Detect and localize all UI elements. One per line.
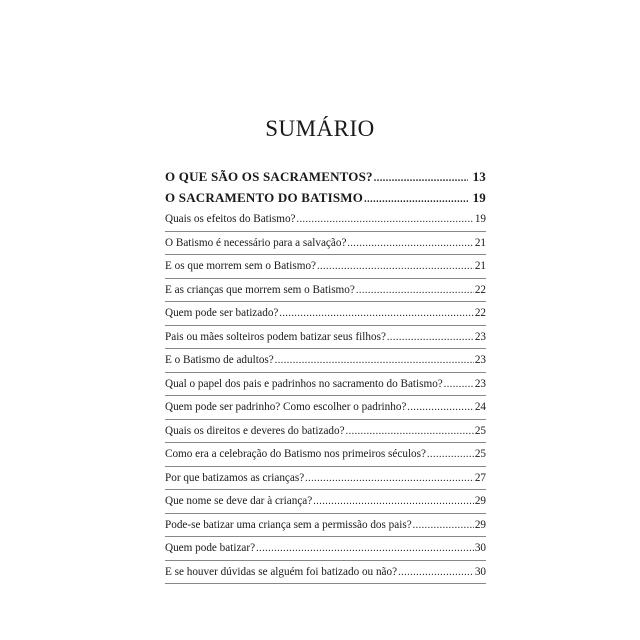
toc-entry-page: 29 — [474, 518, 486, 531]
dot-leader — [313, 496, 474, 507]
toc-entry-text: Qual o papel dos pais e padrinhos no sacramento do Batismo? — [165, 377, 443, 390]
dot-leader — [346, 426, 474, 437]
dot-leader — [256, 543, 474, 554]
toc-entry-text: O SACRAMENTO DO BATISMO — [165, 190, 364, 205]
toc-entry-text: Por que batizamos as crianças? — [165, 471, 305, 484]
toc-entry-text: E os que morrem sem o Batismo? — [165, 260, 317, 272]
toc-entry[interactable] — [165, 373, 486, 397]
dot-leader — [364, 194, 468, 205]
toc-entry-page: 30 — [474, 565, 486, 578]
toc-entry-page: 29 — [474, 495, 486, 507]
toc-entry-text: E o Batismo de adultos? — [165, 354, 274, 366]
toc-entry-page: 21 — [474, 260, 486, 272]
toc-entry-text: Quem pode batizar? — [165, 542, 256, 554]
toc-entry[interactable] — [165, 443, 486, 467]
toc-entry-text: Quais os efeitos do Batismo? — [165, 213, 296, 225]
dot-leader — [413, 520, 474, 531]
toc-entry-page: 25 — [474, 448, 486, 460]
toc-entry-text: E as crianças que morrem sem o Batismo? — [165, 283, 355, 296]
toc-entry-page: 23 — [474, 330, 486, 343]
toc-entry-page: 19 — [472, 190, 486, 205]
toc-entry-page: 13 — [472, 169, 486, 184]
toc-entry[interactable] — [165, 208, 486, 232]
toc-entry-text: E se houver dúvidas se alguém foi batizado ou não? — [165, 565, 398, 578]
toc-entry[interactable] — [165, 537, 486, 561]
toc-entry-text: Que nome se deve dar à criança? — [165, 495, 313, 507]
toc-entry-page: 23 — [474, 354, 486, 366]
toc-entry[interactable] — [165, 514, 486, 538]
toc-entry-page: 22 — [474, 283, 486, 296]
toc-entry-text: Quem pode ser batizado? — [165, 307, 279, 319]
toc-entry[interactable] — [165, 349, 486, 373]
toc-entry-text: Quais os direitos e deveres do batizado? — [165, 424, 345, 437]
toc-entry-page: 27 — [474, 471, 486, 484]
dot-leader — [398, 567, 474, 578]
dot-leader — [427, 449, 474, 460]
dot-leader — [279, 308, 473, 319]
toc-entry[interactable] — [165, 166, 486, 187]
toc-entry-text: Pode-se batizar uma criança sem a permissão dos pais? — [165, 518, 412, 531]
toc-entry-text: Quem pode ser padrinho? Como escolher o padrinho? — [165, 401, 407, 413]
page-title: SUMÁRIO — [265, 116, 375, 141]
toc-entry-page: 19 — [474, 213, 486, 225]
toc-entry-text: O QUE SÃO OS SACRAMENTOS? — [165, 169, 373, 184]
dot-leader — [387, 332, 474, 343]
toc-entry-text: Pais ou mães solteiros podem batizar seus filhos? — [165, 330, 386, 343]
toc-entry-text: Como era a celebração do Batismo nos primeiros séculos? — [165, 448, 426, 460]
toc-entry[interactable] — [165, 420, 486, 444]
toc-entry[interactable] — [165, 490, 486, 514]
table-of-contents — [165, 166, 486, 584]
dot-leader — [297, 214, 474, 225]
dot-leader — [374, 173, 468, 184]
toc-entry-page: 22 — [474, 307, 486, 319]
dot-leader — [275, 355, 474, 366]
toc-entry[interactable] — [165, 232, 486, 256]
toc-entry-page: 24 — [474, 401, 486, 413]
toc-entry-page: 25 — [474, 424, 486, 437]
toc-entry[interactable] — [165, 279, 486, 303]
toc-entry[interactable] — [165, 302, 486, 326]
dot-leader — [407, 402, 473, 413]
toc-entry-page: 21 — [474, 236, 486, 249]
toc-entry[interactable] — [165, 255, 486, 279]
dot-leader — [347, 238, 473, 249]
toc-entry[interactable] — [165, 561, 486, 585]
toc-entry[interactable] — [165, 187, 486, 208]
toc-entry-text: O Batismo é necessário para a salvação? — [165, 236, 347, 249]
toc-entry[interactable] — [165, 326, 486, 350]
dot-leader — [444, 379, 474, 390]
dot-leader — [317, 261, 474, 272]
dot-leader — [356, 285, 474, 296]
toc-entry-page: 23 — [474, 377, 486, 390]
toc-entry[interactable] — [165, 467, 486, 491]
toc-entry-page: 30 — [474, 542, 486, 554]
dot-leader — [305, 473, 474, 484]
toc-entry[interactable] — [165, 396, 486, 420]
